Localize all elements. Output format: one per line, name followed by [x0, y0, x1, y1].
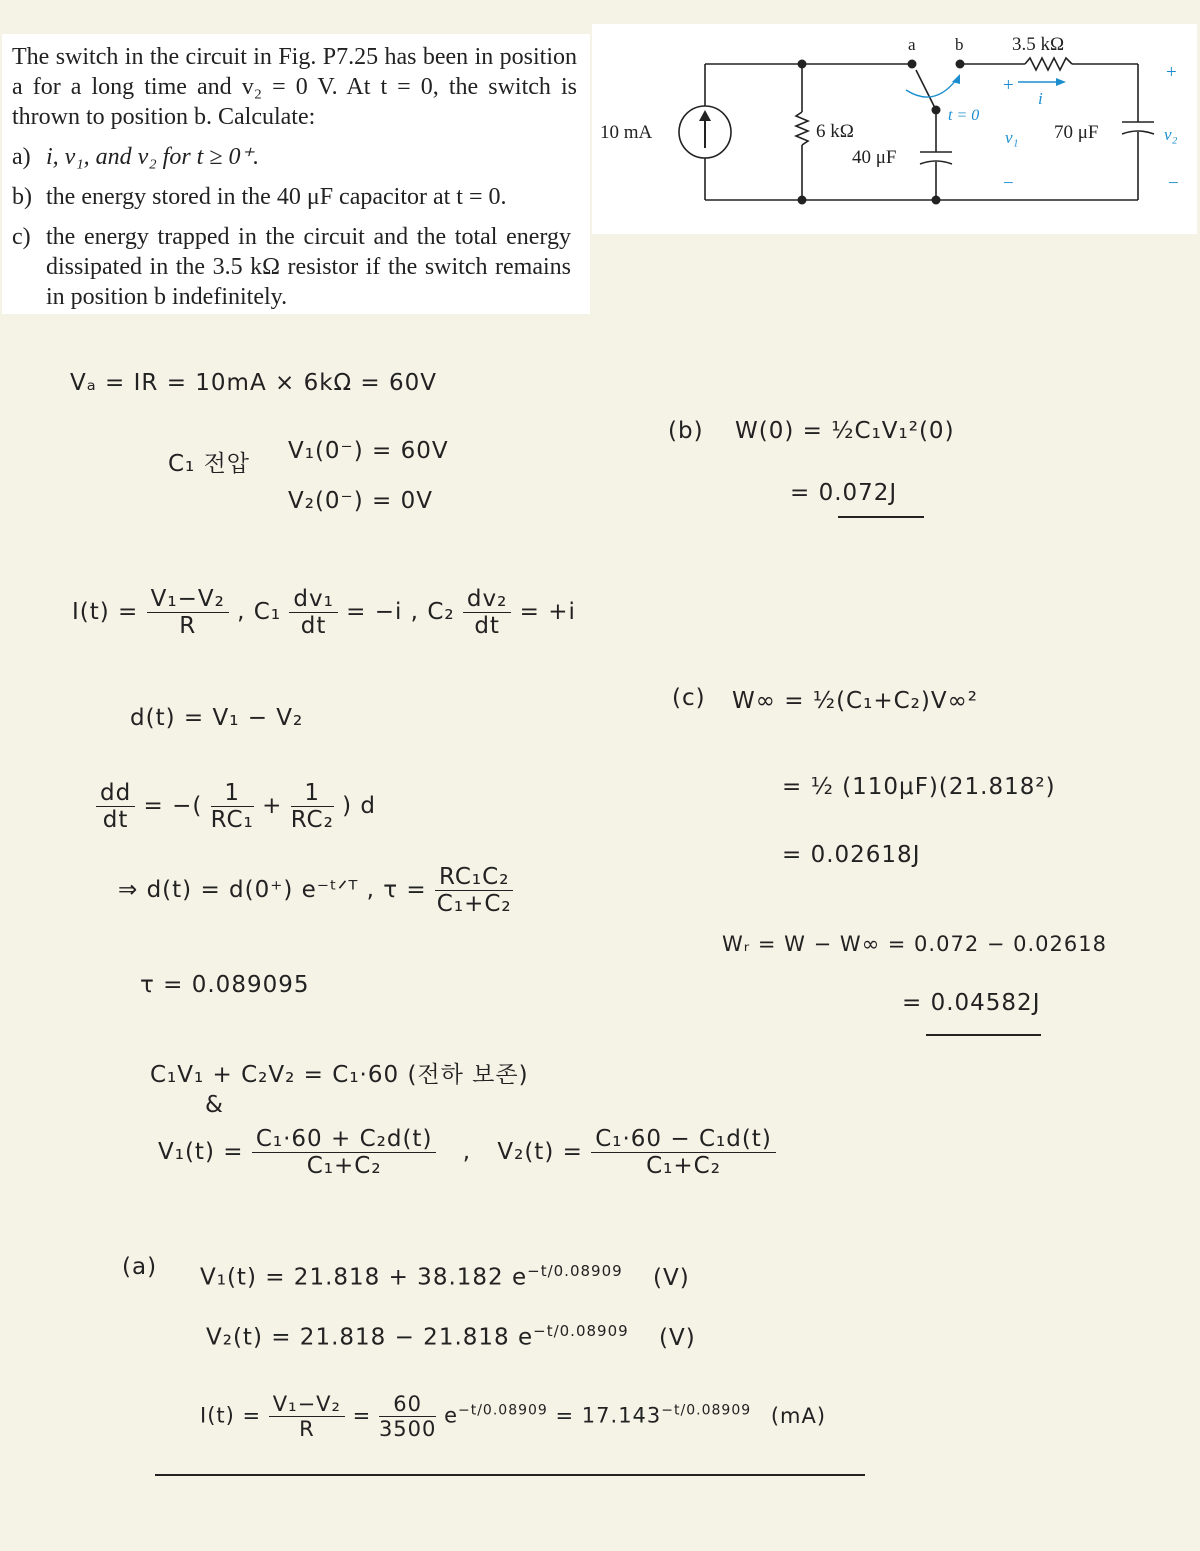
source-arrow-head	[699, 110, 711, 121]
v2-minus: −	[1168, 173, 1179, 194]
sol-a-label: (a)	[122, 1254, 158, 1280]
part-c-label: c)	[12, 224, 31, 250]
sol-v1t-v2t: V₁(t) = $\frac{\text{C₁·60 + C₂d(t)}}{\text{C₁+C₂}}$ , V₂(t) = $\frac{\text{C₁·60 − C₁d(t)}}{\text{C₁+C₂}}$	[158, 1126, 776, 1179]
sol-it-result: I(t) = $\frac{\text{V₁−V₂}}{R}$ = $\frac{60}{3500}$ $e^{-t/0.08909} = 17.143^{-t/0.08909}$ (mA)	[200, 1392, 827, 1441]
sol-d-def: d(t) = V₁ − V₂	[130, 705, 304, 731]
wr-underline	[926, 1034, 1041, 1036]
problem-part-a	[12, 142, 577, 172]
sol-c-label: (c)	[672, 685, 706, 711]
v1-label: v₁	[1005, 128, 1019, 147]
part-a-label: a)	[12, 144, 31, 170]
sol-c1-head: C₁ 전압	[168, 451, 251, 477]
sol-current-def: I(t) = $\frac{\text{V₁−V₂}}{R}$ , C₁ $\frac{\text{dv₁}}{dt}$ = −i , C₂ $\frac{\text{dv₂}}{dt}$ = +i	[72, 586, 576, 639]
switch-time-label: t = 0	[948, 107, 980, 124]
c1-label: 40 μF	[852, 147, 897, 168]
switch-blade	[916, 70, 936, 110]
sol-va: Vₐ = IR = 10mA × 6kΩ = 60V	[70, 370, 438, 396]
sol-v2t-result: V₂(t) = 21.818 − 21.818 $e^{-t/0.08909}$ (V)	[206, 1322, 696, 1351]
sol-v1t-result: V₁(t) = 21.818 + 38.182 $e^{-t/0.08909}$ (V)	[200, 1262, 690, 1291]
v1-minus: −	[1003, 173, 1014, 194]
sol-b-label: (b)	[668, 418, 704, 444]
switch-motion-arrow	[906, 80, 956, 97]
v2-plus: +	[1166, 62, 1177, 83]
resistor-3-5k	[1025, 58, 1072, 70]
node-bottom-6k	[798, 196, 807, 205]
circuit-diagram	[592, 24, 1197, 234]
sol-and: &	[205, 1092, 224, 1118]
part-c-text: the energy trapped in the circuit and the total energy dissipated in the 3.5 kΩ resistor if the switch remains in position b indefinitely.	[46, 224, 571, 310]
source-label: 10 mA	[600, 122, 653, 143]
sol-c-value: = 0.02618J	[782, 842, 921, 868]
switch-pivot	[932, 106, 941, 115]
node-a-dot	[908, 60, 917, 69]
part-a-text: i, v₁, and v₂ for t ≥ 0⁺.	[46, 144, 260, 170]
node-b-dot	[956, 60, 965, 69]
problem-stem: The switch in the circuit in Fig. P7.25 has been in position a for a long time and v₂ = 0 V. At t = 0, the switch is thrown to position b. Calculate:	[12, 44, 577, 130]
problem-part-b	[12, 182, 577, 212]
sol-c-substitution: = ½ (110μF)(21.818²)	[782, 774, 1056, 800]
r1-label: 6 kΩ	[816, 121, 854, 142]
sol-dd-dt: $\frac{dd}{dt}$ = −( $\frac{1}{\text{RC₁}}$ + $\frac{1}{\text{RC₂}}$ ) d	[96, 780, 376, 833]
node-b-label: b	[955, 35, 964, 54]
b-underline	[838, 516, 924, 518]
c2-label: 70 μF	[1054, 122, 1099, 143]
sol-c-energy: W∞ = ½(C₁+C₂)V∞²	[732, 688, 978, 714]
sol-wr: Wᵣ = W − W∞ = 0.072 − 0.02618	[722, 932, 1107, 956]
sol-b-value: = 0.072J	[790, 480, 898, 506]
resistor-6k	[796, 112, 808, 145]
node-a-label: a	[908, 35, 916, 54]
sol-wr-value: = 0.04582J	[902, 990, 1041, 1016]
sol-charge-conservation: C₁V₁ + C₂V₂ = C₁·60 (전하 보존)	[150, 1062, 529, 1088]
sol-v2-initial: V₂(0⁻) = 0V	[288, 488, 433, 514]
sol-b-energy: W(0) = ½C₁V₁²(0)	[735, 418, 955, 444]
node-bottom-40u	[932, 196, 941, 205]
sol-v1-initial: V₁(0⁻) = 60V	[288, 438, 449, 464]
v1-plus: +	[1003, 75, 1014, 96]
sol-d-solution: ⇒ d(t) = d(0⁺) e⁻ᵗᐟᵀ , τ = $\frac{\text{RC₁C₂}}{\text{C₁+C₂}}$	[118, 864, 512, 917]
r2-label: 3.5 kΩ	[1012, 34, 1065, 55]
current-label: i	[1038, 89, 1043, 108]
final-underline	[155, 1474, 865, 1476]
circuit-schematic	[592, 24, 1197, 234]
part-b-label: b)	[12, 184, 32, 210]
problem-part-c	[12, 222, 577, 312]
problem-statement	[2, 34, 590, 314]
v2-label: v₂	[1164, 125, 1178, 144]
part-b-text: the energy stored in the 40 μF capacitor at t = 0.	[46, 184, 507, 210]
sol-tau-value: τ = 0.089095	[140, 972, 310, 998]
node-top-6k	[798, 60, 807, 69]
